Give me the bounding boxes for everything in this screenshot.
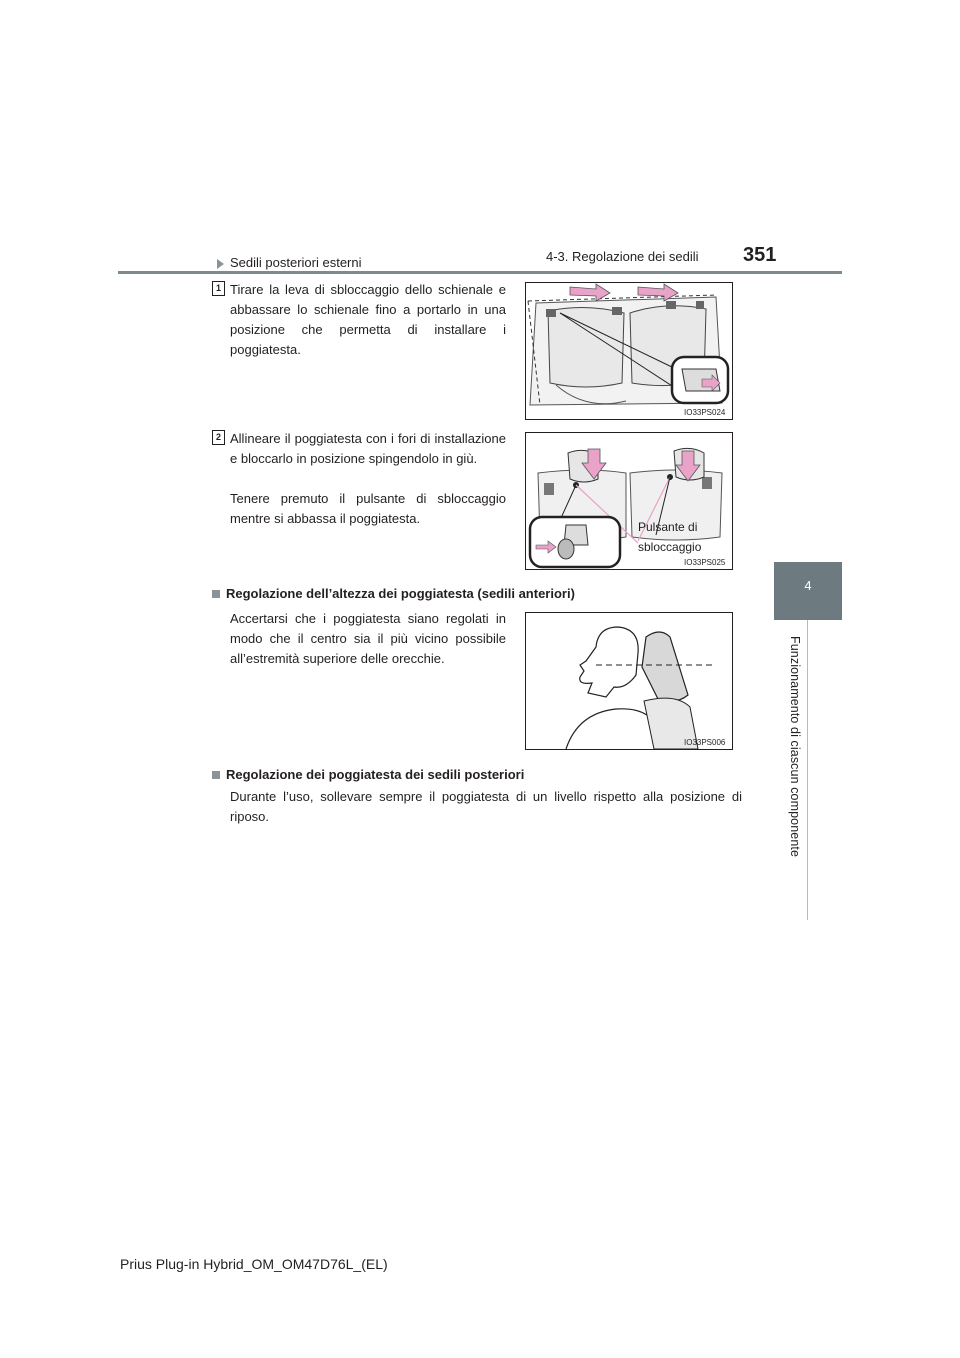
header-rule: [118, 271, 842, 274]
front-headrest-illustration: [526, 613, 732, 749]
rear-adjust-text: Durante l’uso, sollevare sempre il poggiatesta di un livello rispetto alla posizione di riposo.: [230, 789, 742, 824]
headrest-install-illustration: [526, 433, 732, 569]
chapter-title: Funzionamento di ciascun componente: [788, 636, 802, 857]
figure-1-code: IO33PS024: [684, 408, 726, 417]
figure-rear-seatback: [525, 282, 733, 420]
figure-headrest-install: [525, 432, 733, 570]
footer-doc-id: Prius Plug-in Hybrid_OM_OM47D76L_(EL): [120, 1256, 388, 1272]
rear-adjust-heading: [212, 767, 524, 782]
rear-adjust-heading-text: Regolazione dei poggiatesta dei sedili posteriori: [226, 767, 525, 782]
step-2-text: Allineare il poggiatesta con i fori di installazione e bloccarlo in posizione spingendolo in giù.: [230, 431, 506, 466]
figure-3-code: IO33PS006: [684, 738, 726, 747]
step-1-badge: 1: [212, 281, 225, 296]
front-height-text: Accertarsi che i poggiatesta siano regolati in modo che il centro sia il più vicino possibile all’estremità superiore delle orecchie.: [230, 611, 506, 666]
release-button-callout-1: Pulsante di: [638, 520, 698, 534]
step-1-text: Tirare la leva di sbloccaggio dello schienale e abbassare lo schienale fino a portarlo in una posizione che permetta di installare i poggiatesta.: [230, 282, 506, 357]
chapter-divider: [807, 620, 808, 920]
rear-seatback-illustration: [526, 283, 732, 419]
section-title: 4-3. Regolazione dei sedili: [546, 249, 699, 264]
page-number: 351: [743, 244, 777, 266]
figure-2-code: IO33PS025: [684, 558, 726, 567]
square-bullet-icon: [212, 771, 220, 779]
outer-seats-heading: [217, 255, 362, 270]
release-button-callout-2: sbloccaggio: [638, 540, 702, 554]
front-height-heading-text: Regolazione dell’altezza dei poggiatesta (sedili anteriori): [226, 586, 575, 601]
step-2-note: Tenere premuto il pulsante di sbloccaggio mentre si abbassa il poggiatesta.: [230, 491, 506, 526]
step-2-badge: 2: [212, 430, 225, 445]
front-height-heading: [212, 586, 575, 601]
chapter-number: 4: [804, 578, 812, 593]
triangle-bullet-icon: [217, 259, 224, 269]
square-bullet-icon: [212, 590, 220, 598]
figure-front-headrest-height: [525, 612, 733, 750]
outer-seats-heading-text: Sedili posteriori esterni: [230, 255, 362, 270]
